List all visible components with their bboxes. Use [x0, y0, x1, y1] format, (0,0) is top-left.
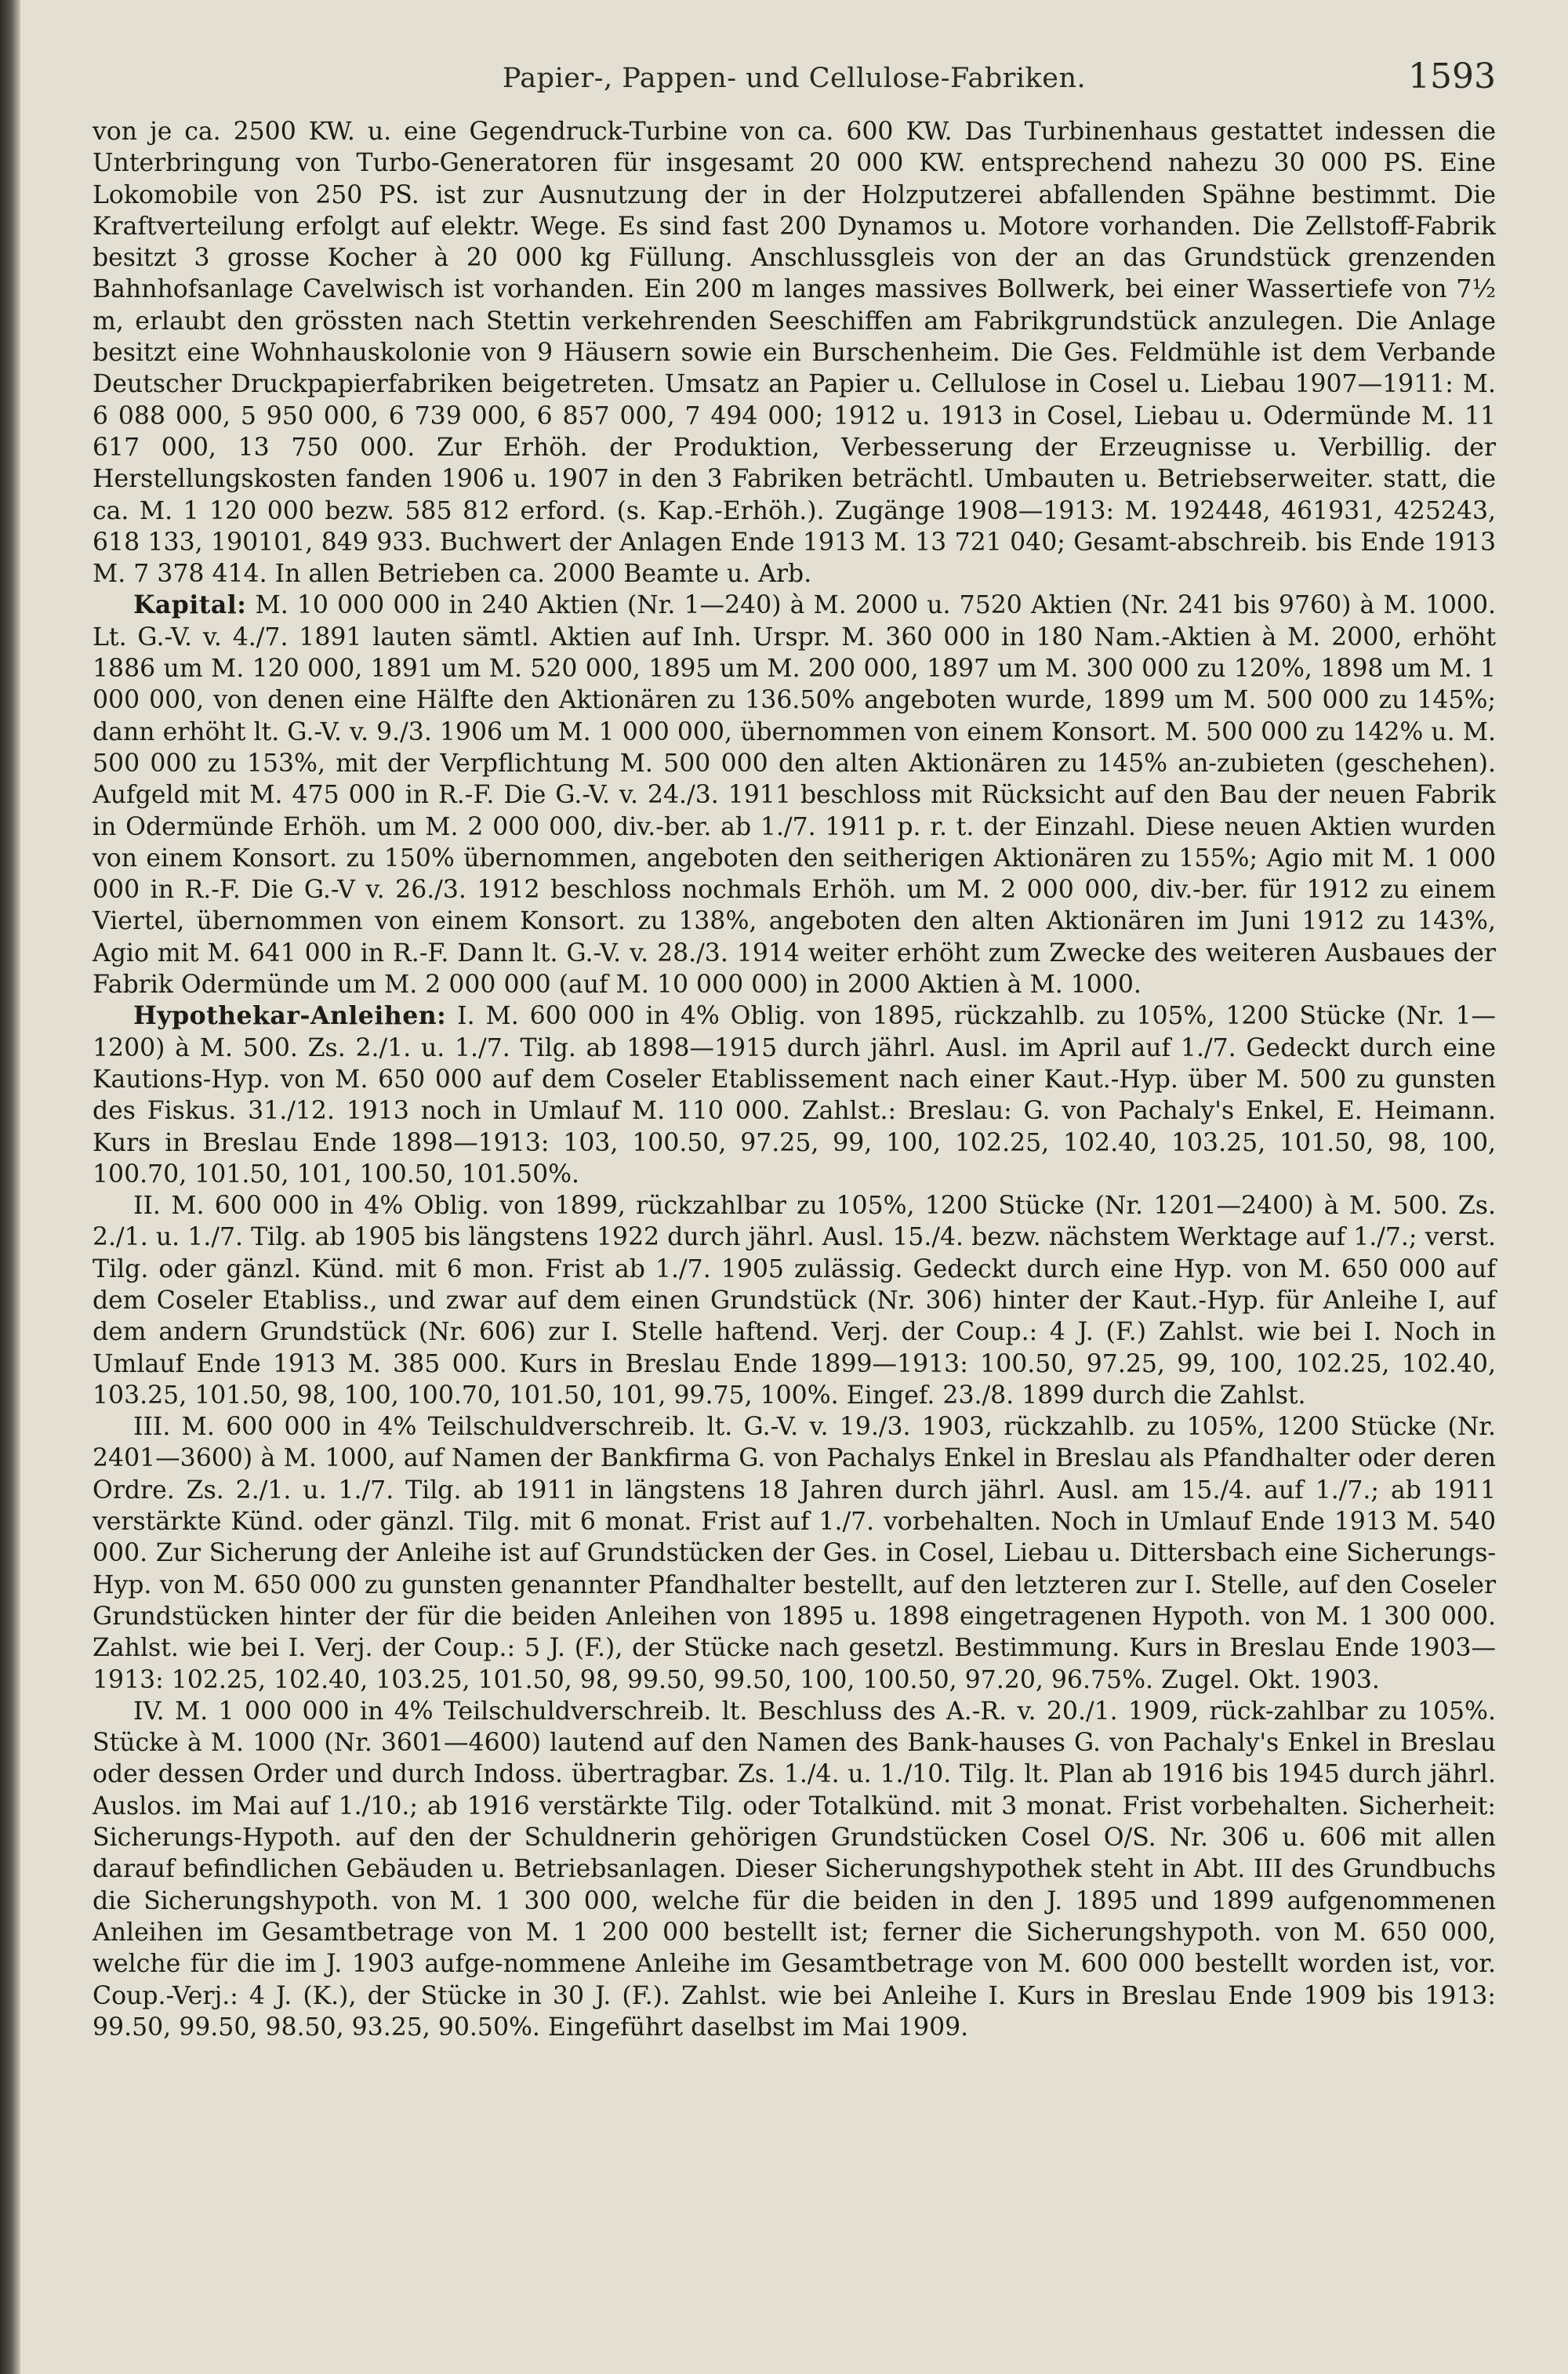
paragraph-plant-description	[93, 116, 1496, 590]
paragraph-text: von je ca. 2500 KW. u. eine Gegendruck-Turbine von ca. 600 KW. Das Turbinenhaus gestattet indessen die Unterbringung von Turbo-Generatoren für insgesamt 20 000 KW. entsprechend nahezu 30 000 PS. Eine Lokomobile von 250 PS. ist zur Ausnutzung der in der Holzputzerei abfallenden Spähne bestimmt. Die Kraftverteilung erfolgt auf elektr. Wege. Es sind fast 200 Dynamos u. Motore vorhanden. Die Zellstoff-Fabrik besitzt 3 grosse Kocher à 20 000 kg Füllung. Anschlussgleis von der an das Grundstück grenzenden Bahnhofsanlage Cavelwisch ist vorhanden. Ein 200 m langes massives Bollwerk, bei einer Wassertiefe von 7½ m, erlaubt den grössten nach Stettin verkehrenden Seeschiffen am Fabrikgrundstück anzulegen. Die Anlage besitzt eine Wohnhauskolonie von 9 Häusern sowie ein Burschenheim. Die Ges. Feldmühle ist dem Verbande Deutscher Druckpapierfabriken beigetreten. Umsatz an Papier u. Cellulose in Cosel u. Liebau 1907—1911: M. 6 088 000, 5 950 000, 6 739 000, 6 857 000, 7 494 000; 1912 u. 1913 in Cosel, Liebau u. Odermünde M. 11 617 000, 13 750 000. Zur Erhöh. der Produktion, Verbesserung der Erzeugnisse u. Verbillig. der Herstellungskosten fanden 1906 u. 1907 in den 3 Fabriken beträchtl. Umbauten u. Betriebserweiter. statt, die ca. M. 1 120 000 bezw. 585 812 erford. (s. Kap.-Erhöh.). Zugänge 1908—1913: M. 192448, 461931, 425243, 618 133, 190101, 849 933. Buchwert der Anlagen Ende 1913 M. 13 721 040; Gesamt-abschreib. bis Ende 1913 M. 7 378 414. In allen Betrieben ca. 2000 Beamte u. Arb.	[93, 118, 1496, 589]
paragraph-text: M. 10 000 000 in 240 Aktien (Nr. 1—240) à M. 2000 u. 7520 Aktien (Nr. 241 bis 9760) à M. 1000. Lt. G.-V. v. 4./7. 1891 lauten sämtl. Aktien auf Inh. Urspr. M. 360 000 in 180 Nam.-Aktien à M. 2000, erhöht 1886 um M. 120 000, 1891 um M. 520 000, 1895 um M. 200 000, 1897 um M. 300 000 zu 120%, 1898 um M. 1 000 000, von denen eine Hälfte den Aktionären zu 136.50% angeboten wurde, 1899 um M. 500 000 zu 145%; dann erhöht lt. G.-V. v. 9./3. 1906 um M. 1 000 000, übernommen von einem Konsort. M. 500 000 zu 142% u. M. 500 000 zu 153%, mit der Verpflichtung M. 500 000 den alten Aktionären zu 145% an-zubieten (geschehen). Aufgeld mit M. 475 000 in R.-F. Die G.-V. v. 24./3. 1911 beschloss mit Rücksicht auf den Bau der neuen Fabrik in Odermünde Erhöh. um M. 2 000 000, div.-ber. ab 1./7. 1911 p. r. t. der Einzahl. Diese neuen Aktien wurden von einem Konsort. zu 150% übernommen, angeboten den seitherigen Aktionären zu 155%; Agio mit M. 1 000 000 in R.-F. Die G.-V v. 26./3. 1912 beschloss nochmals Erhöh. um M. 2 000 000, div.-ber. für 1912 zu einem Viertel, übernommen von einem Konsort. zu 138%, angeboten den alten Aktionären im Juni 1912 zu 143%, Agio mit M. 641 000 in R.-F. Dann lt. G.-V. v. 28./3. 1914 weiter erhöht zum Zwecke des weiteren Ausbaues der Fabrik Odermünde um M. 2 000 000 (auf M. 10 000 000) in 2000 Aktien à M. 1000.	[93, 591, 1496, 1000]
paragraph-anleihe-iv	[93, 1696, 1496, 2043]
paragraph-kapital	[93, 590, 1496, 1000]
page-number: 1593	[1408, 56, 1496, 96]
document-page	[93, 56, 1496, 2043]
running-header	[93, 56, 1496, 107]
paragraph-anleihe-iii	[93, 1411, 1496, 1696]
section-label-kapital: Kapital:	[133, 590, 247, 620]
book-gutter-shadow	[0, 0, 20, 2374]
paragraph-anleihe-ii	[93, 1190, 1496, 1411]
paragraph-text: II. M. 600 000 in 4% Oblig. von 1899, rückzahlbar zu 105%, 1200 Stücke (Nr. 1201—2400) à M. 500. Zs. 2./1. u. 1./7. Tilg. ab 1905 bis längstens 1922 durch jährl. Ausl. 15./4. bezw. nächstem Werktage auf 1./7.; verst. Tilg. oder gänzl. Künd. mit 6 mon. Frist ab 1./7. 1905 zulässig. Gedeckt durch eine Hyp. von M. 650 000 auf dem Coseler Etabliss., und zwar auf dem einen Grundstück (Nr. 306) hinter der Kaut.-Hyp. für Anleihe I, auf dem andern Grundstück (Nr. 606) zur I. Stelle haftend. Verj. der Coup.: 4 J. (F.) Zahlst. wie bei I. Noch in Umlauf Ende 1913 M. 385 000. Kurs in Breslau Ende 1899—1913: 100.50, 97.25, 99, 100, 102.25, 102.40, 103.25, 101.50, 98, 100, 100.70, 101.50, 101, 99.75, 100%. Eingef. 23./8. 1899 durch die Zahlst.	[93, 1192, 1496, 1410]
section-label-hypothekar-anleihen: Hypothekar-Anleihen:	[133, 1001, 447, 1031]
paragraph-text: IV. M. 1 000 000 in 4% Teilschuldverschreib. lt. Beschluss des A.-R. v. 20./1. 1909, rück-zahlbar zu 105%. Stücke à M. 1000 (Nr. 3601—4600) lautend auf den Namen des Bank-hauses G. von Pachaly's Enkel in Breslau oder dessen Order und durch Indoss. übertragbar. Zs. 1./4. u. 1./10. Tilg. lt. Plan ab 1916 bis 1945 durch jährl. Auslos. im Mai auf 1./10.; ab 1916 verstärkte Tilg. oder Totalkünd. mit 3 monat. Frist vorbehalten. Sicherheit: Sicherungs-Hypoth. auf den der Schuldnerin gehörigen Grundstücken Cosel O/S. Nr. 306 u. 606 mit allen darauf befindlichen Gebäuden u. Betriebsanlagen. Dieser Sicherungshypothek steht in Abt. III des Grundbuchs die Sicherungshypoth. von M. 1 300 000, welche für die beiden in den J. 1895 und 1899 aufgenommenen Anleihen im Gesamtbetrage von M. 1 200 000 bestellt ist; ferner die Sicherungshypoth. von M. 650 000, welche für die im J. 1903 aufge-nommene Anleihe im Gesamtbetrage von M. 600 000 bestellt worden ist, vor. Coup.-Verj.: 4 J. (K.), der Stücke in 30 J. (F.). Zahlst. wie bei Anleihe I. Kurs in Breslau Ende 1909 bis 1913: 99.50, 99.50, 98.50, 93.25, 90.50%. Eingeführt daselbst im Mai 1909.	[93, 1697, 1496, 2042]
paragraph-text: I. M. 600 000 in 4% Oblig. von 1895, rückzahlb. zu 105%, 1200 Stücke (Nr. 1—1200) à M. 500. Zs. 2./1. u. 1./7. Tilg. ab 1898—1915 durch jährl. Ausl. im April auf 1./7. Gedeckt durch eine Kautions-Hyp. von M. 650 000 auf dem Coseler Etablissement nach einer Kaut.-Hyp. über M. 500 zu gunsten des Fiskus. 31./12. 1913 noch in Umlauf M. 110 000. Zahlst.: Breslau: G. von Pachaly's Enkel, E. Heimann. Kurs in Breslau Ende 1898—1913: 103, 100.50, 97.25, 99, 100, 102.25, 102.40, 103.25, 101.50, 98, 100, 100.70, 101.50, 101, 100.50, 101.50%.	[93, 1002, 1497, 1189]
running-title: Papier-, Pappen- und Cellulose-Fabriken.	[502, 63, 1087, 94]
paragraph-text: III. M. 600 000 in 4% Teilschuldverschreib. lt. G.-V. v. 19./3. 1903, rückzahlb. zu 105%, 1200 Stücke (Nr. 2401—3600) à M. 1000, auf Namen der Bankfirma G. von Pachalys Enkel in Breslau als Pfandhalter oder deren Ordre. Zs. 2./1. u. 1./7. Tilg. ab 1911 in längstens 18 Jahren durch jährl. Ausl. am 15./4. auf 1./7.; ab 1911 verstärkte Künd. oder gänzl. Tilg. mit 6 monat. Frist auf 1./7. vorbehalten. Noch in Umlauf Ende 1913 M. 540 000. Zur Sicherung der Anleihe ist auf Grundstücken der Ges. in Cosel, Liebau u. Dittersbach eine Sicherungs-Hyp. von M. 650 000 zu gunsten genannter Pfandhalter bestellt, auf den letzteren zur I. Stelle, auf den Coseler Grundstücken hinter der für die beiden Anleihen von 1895 u. 1898 eingetragenen Hypoth. von M. 1 300 000. Zahlst. wie bei I. Verj. der Coup.: 5 J. (F.), der Stücke nach gesetzl. Bestimmung. Kurs in Breslau Ende 1903—1913: 102.25, 102.40, 103.25, 101.50, 98, 99.50, 99.50, 100, 100.50, 97.20, 96.75%. Zugel. Okt. 1903.	[93, 1413, 1496, 1694]
paragraph-hypothekar-anleihen	[93, 1000, 1496, 1190]
